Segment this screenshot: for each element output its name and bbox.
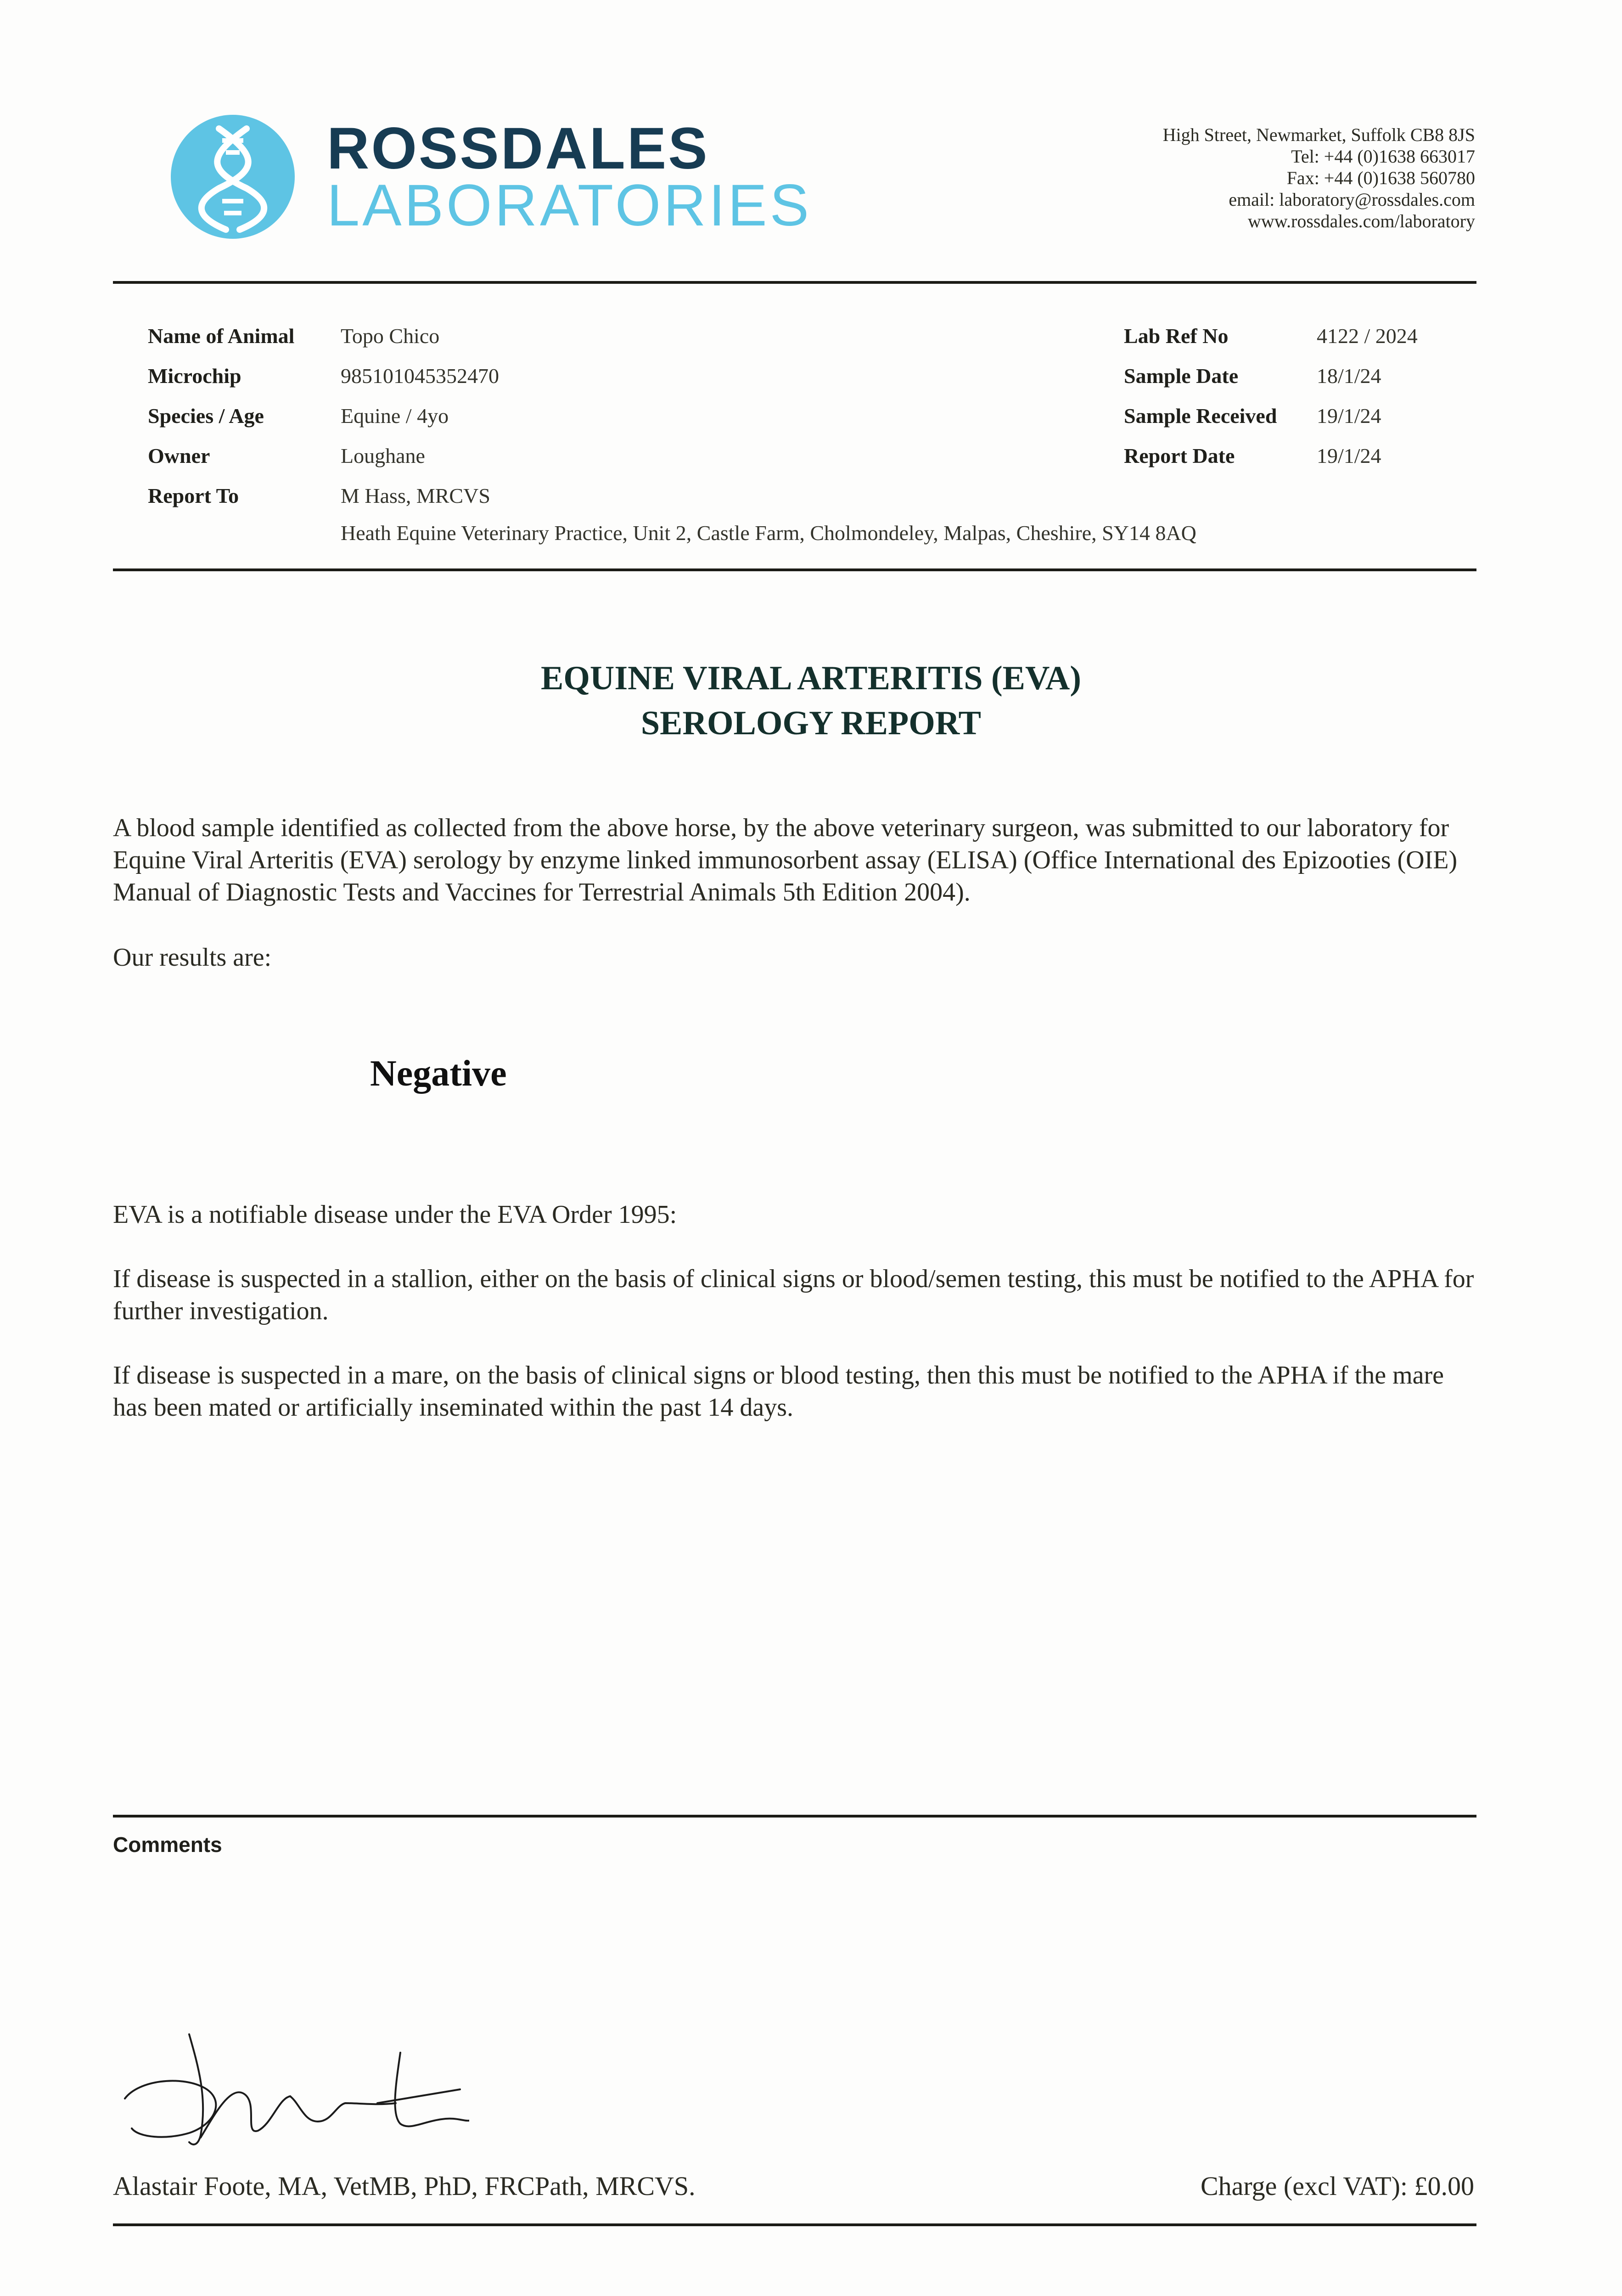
label-lab-ref-no: Lab Ref No (1124, 324, 1229, 348)
details-divider (113, 568, 1476, 571)
value-sample-received: 19/1/24 (1317, 404, 1381, 428)
brand-subtitle: LABORATORIES (327, 173, 812, 238)
contact-email: email: laboratory@rossdales.com (1229, 189, 1475, 210)
value-species-age: Equine / 4yo (341, 404, 449, 428)
signer-name: Alastair Foote, MA, VetMB, PhD, FRCPath, MRCVS. (113, 2171, 696, 2201)
label-sample-received: Sample Received (1124, 404, 1277, 428)
notifiable-notice: EVA is a notifiable disease under the EVA Order 1995: (113, 1200, 677, 1229)
contact-block (1163, 124, 1475, 232)
signature (120, 2030, 469, 2154)
value-owner: Loughane (341, 444, 425, 467)
results-lead: Our results are: (113, 943, 272, 972)
intro-paragraph: A blood sample identified as collected from the above horse, by the above veterinary surgeon, was submitted to our laboratory for Equine Viral Arteritis (EVA) serology by enzyme linked immunosorbent assay (ELISA) (Office International des Epizooties (OIE) Manual of Diagnostic Tests and Vaccines for Terrestrial Animals 5th Edition 2004). (113, 814, 1458, 906)
footer-divider (113, 2223, 1476, 2226)
value-report-date: 19/1/24 (1317, 444, 1381, 467)
contact-address: High Street, Newmarket, Suffolk CB8 8JS (1162, 124, 1475, 145)
label-report-to: Report To (148, 484, 239, 507)
label-owner: Owner (148, 444, 210, 467)
brand-name: ROSSDALES (327, 116, 709, 181)
value-sample-date: 18/1/24 (1317, 364, 1381, 388)
mare-note: If disease is suspected in a mare, on the basis of clinical signs or blood testing, then this must be notified to the APHA if the mare has been mated or artificially inseminated within the past 14 days. (113, 1361, 1444, 1422)
value-report-to: M Hass, MRCVS (341, 484, 490, 507)
contact-website: www.rossdales.com/laboratory (1247, 211, 1475, 231)
report-title-line1: EQUINE VIRAL ARTERITIS (EVA) (541, 659, 1081, 697)
value-name-of-animal: Topo Chico (341, 324, 440, 348)
comments-divider (113, 1815, 1476, 1818)
contact-fax: Fax: +44 (0)1638 560780 (1286, 168, 1475, 188)
value-report-to-address: Heath Equine Veterinary Practice, Unit 2, Castle Farm, Cholmondeley, Malpas, Cheshire, SY14 8AQ (341, 521, 1196, 545)
contact-tel: Tel: +44 (0)1638 663017 (1291, 146, 1475, 167)
charge-amount: Charge (excl VAT): £0.00 (1200, 2171, 1474, 2201)
header-divider (113, 281, 1476, 284)
stallion-note: If disease is suspected in a stallion, either on the basis of clinical signs or blood/semen testing, this must be notified to the APHA for further investigation. (113, 1265, 1474, 1325)
label-microchip: Microchip (148, 364, 241, 388)
label-report-date: Report Date (1124, 444, 1235, 467)
label-sample-date: Sample Date (1124, 364, 1239, 388)
dna-helix-icon (171, 115, 295, 239)
value-microchip: 985101045352470 (341, 364, 499, 388)
value-lab-ref-no: 4122 / 2024 (1317, 324, 1418, 348)
label-name-of-animal: Name of Animal (148, 324, 295, 348)
result-value: Negative (370, 1053, 507, 1094)
report-title-line2: SEROLOGY REPORT (641, 704, 981, 742)
label-species-age: Species / Age (148, 404, 264, 428)
comments-label: Comments (113, 1833, 222, 1857)
